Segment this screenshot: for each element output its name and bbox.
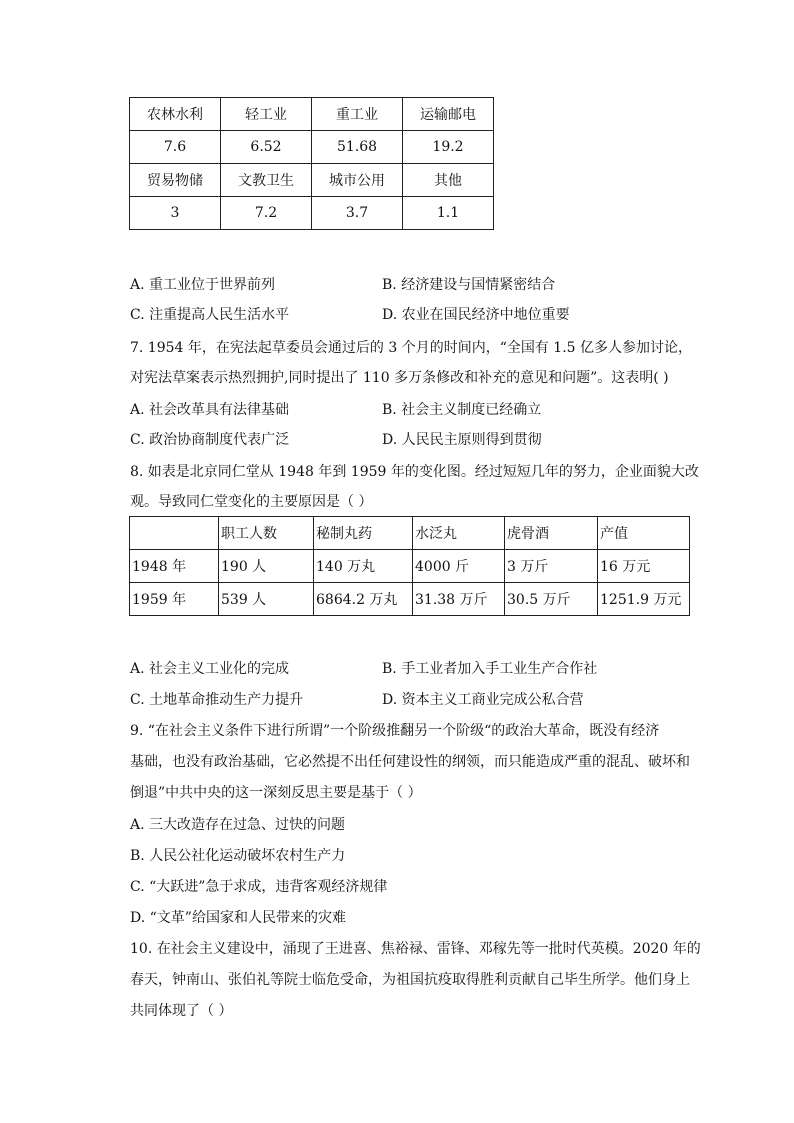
q6-option-a: A. 重工业位于世界前列 <box>130 277 276 293</box>
q9-stem-line-1: 9. “在社会主义条件下进行所谓”一个阶级推翻另一个阶级“的政治大革命，既没有经济 <box>130 723 660 739</box>
table-cell: 职工人数 <box>219 517 314 550</box>
industry-investment-table <box>129 97 494 230</box>
table-cell: 19.2 <box>403 131 494 164</box>
q10-stem-line-1: 10. 在社会主义建设中，涌现了王进喜、焦裕禄、雷锋、邓稼先等一批时代英模。2020 年的 <box>130 941 701 957</box>
q8-option-d: D. 资本主义工商业完成公私合营 <box>382 692 584 708</box>
table-row <box>130 98 494 131</box>
q8-option-c: C. 土地革命推动生产力提升 <box>130 692 304 708</box>
q7-option-a: A. 社会改革具有法律基础 <box>130 402 290 418</box>
table-cell: 190 人 <box>219 550 314 583</box>
table-cell: 农林水利 <box>130 98 221 131</box>
table-row <box>130 583 690 616</box>
q7-stem-line-1: 7. 1954 年，在宪法起草委员会通过后的 3 个月的时间内，“全国有 1.5 亿多人参加讨论， <box>130 340 693 356</box>
table-cell <box>130 517 219 550</box>
table-cell: 文教卫生 <box>221 164 312 197</box>
q9-stem-line-3: 倒退”中共中央的这一深刻反思主要是基于（ ） <box>130 785 422 801</box>
table-cell: 虎骨酒 <box>505 517 598 550</box>
q9-option-a: A. 三大改造存在过急、过快的问题 <box>130 817 346 833</box>
q6-option-c: C. 注重提高人民生活水平 <box>130 307 290 323</box>
table-cell: 3 <box>130 197 221 230</box>
table-cell: 4000 斤 <box>413 550 505 583</box>
q8-option-a: A. 社会主义工业化的完成 <box>130 661 290 677</box>
q9-option-b: B. 人民公社化运动破坏农村生产力 <box>130 848 346 864</box>
table-row <box>130 131 494 164</box>
q6-option-d: D. 农业在国民经济中地位重要 <box>382 307 570 323</box>
table-cell: 539 人 <box>219 583 314 616</box>
table-cell: 51.68 <box>312 131 403 164</box>
table-cell: 30.5 万斤 <box>505 583 598 616</box>
table-row <box>130 164 494 197</box>
table-cell: 产值 <box>598 517 690 550</box>
table-cell: 1251.9 万元 <box>598 583 690 616</box>
table-cell: 轻工业 <box>221 98 312 131</box>
table-row <box>130 517 690 550</box>
table-cell: 7.2 <box>221 197 312 230</box>
table-cell: 6.52 <box>221 131 312 164</box>
table-cell: 水泛丸 <box>413 517 505 550</box>
table-cell: 1948 年 <box>130 550 219 583</box>
table-row <box>130 550 690 583</box>
table-cell: 秘制丸药 <box>314 517 413 550</box>
q7-option-d: D. 人民民主原则得到贯彻 <box>382 432 542 448</box>
q9-option-c: C. “大跃进”急于求成，违背客观经济规律 <box>130 879 388 895</box>
tongrentang-table <box>129 516 690 616</box>
table-cell: 1.1 <box>403 197 494 230</box>
table-cell: 3 万斤 <box>505 550 598 583</box>
table-cell: 6864.2 万丸 <box>314 583 413 616</box>
q10-stem-line-2: 春天，钟南山、张伯礼等院士临危受命，为祖国抗疫取得胜利贡献自己毕生所学。他们身上 <box>130 972 690 988</box>
q8-option-b: B. 手工业者加入手工业生产合作社 <box>382 661 598 677</box>
table-cell: 其他 <box>403 164 494 197</box>
q7-option-c: C. 政治协商制度代表广泛 <box>130 432 290 448</box>
q10-stem-line-3: 共同体现了（ ） <box>130 1003 233 1019</box>
q8-stem-line-2: 观。导致同仁堂变化的主要原因是（ ） <box>130 494 373 510</box>
table-cell: 1959 年 <box>130 583 219 616</box>
table-cell: 重工业 <box>312 98 403 131</box>
q7-stem-line-2: 对宪法草案表示热烈拥护,同时提出了 110 多万条修改和补充的意见和问题”。这表明( ) <box>130 370 669 386</box>
table-cell: 城市公用 <box>312 164 403 197</box>
table-cell: 7.6 <box>130 131 221 164</box>
q9-stem-line-2: 基础，也没有政治基础，它必然提不出任何建设性的纲领，而只能造成严重的混乱、破坏和 <box>130 754 690 770</box>
table-cell: 运输邮电 <box>403 98 494 131</box>
q9-option-d: D. “文革”给国家和人民带来的灾难 <box>130 910 346 926</box>
table-cell: 贸易物储 <box>130 164 221 197</box>
table-cell: 16 万元 <box>598 550 690 583</box>
q7-option-b: B. 社会主义制度已经确立 <box>382 402 542 418</box>
table-cell: 31.38 万斤 <box>413 583 505 616</box>
table-row <box>130 197 494 230</box>
q6-option-b: B. 经济建设与国情紧密结合 <box>382 277 556 293</box>
table-cell: 140 万丸 <box>314 550 413 583</box>
q8-stem-line-1: 8. 如表是北京同仁堂从 1948 年到 1959 年的变化图。经过短短几年的努力，企业面貌大改 <box>130 464 699 480</box>
table-cell: 3.7 <box>312 197 403 230</box>
